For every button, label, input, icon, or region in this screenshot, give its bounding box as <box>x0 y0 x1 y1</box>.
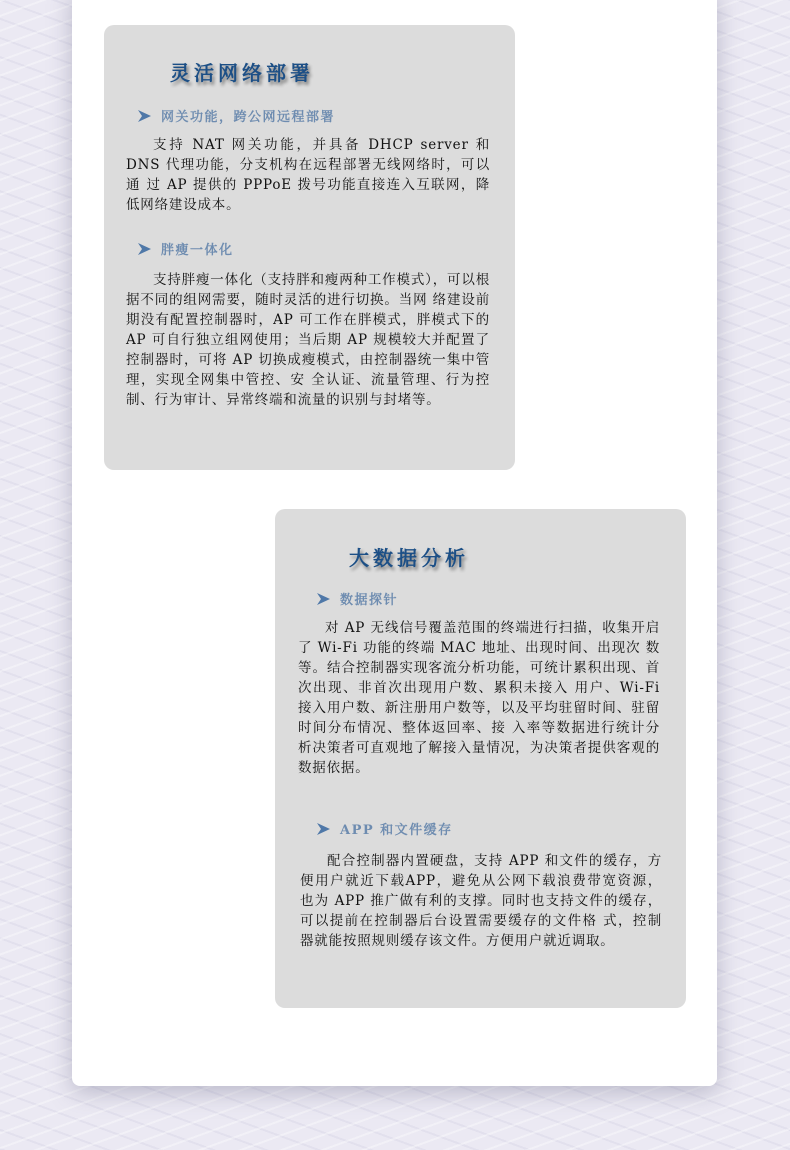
subheading-text: APP 和文件缓存 <box>340 823 453 838</box>
section-title: 灵活网络部署 <box>170 61 314 85</box>
subheading-text: 胖瘦一体化 <box>161 243 234 258</box>
arrow-bullet-icon <box>138 110 151 122</box>
paragraph-app-cache: 配合控制器内置硬盘，支持 APP 和文件的缓存，方便用户就近下载APP，避免从公网下载浪费带宽资源， 也为 APP 推广做有利的支撑。同时也支持文件的缓存，可以提前在控制器后台设置需要缓存的文件格 式，控制器就能按照规则缓存该文件。方便用户就近调取。 <box>300 853 662 949</box>
subheading-data-probe <box>317 589 398 608</box>
subheading-fat-thin <box>138 239 234 258</box>
section-panel-big-data <box>275 509 686 1008</box>
section-title: 大数据分析 <box>349 546 469 570</box>
section-panel-flexible-deployment <box>104 25 515 470</box>
paragraph-gateway: 支持 NAT 网关功能，并具备 DHCP server 和 DNS 代理功能，分支机构在远程部署无线网络时，可以通 过 AP 提供的 PPPoE 拨号功能直接连入互联网，降低网络建设成本。 <box>126 137 490 213</box>
arrow-bullet-icon <box>317 823 330 835</box>
arrow-bullet-icon <box>317 593 330 605</box>
paragraph-fat-thin: 支持胖瘦一体化（支持胖和瘦两种工作模式），可以根据不同的组网需要，随时灵活的进行切换。当网 络建设前期没有配置控制器时，AP 可工作在胖模式，胖模式下的 AP 可自行独立组网使用；当后期 AP 规模较大并配置了控制器时，可将 AP 切换成瘦模式，由控制器统一集中管理，实现全网集中管控、安 全认证、流量管理、行为控制、行为审计、异常终端和流量的识别与封堵等。 <box>126 272 490 408</box>
subheading-text: 网关功能，跨公网远程部署 <box>161 110 336 125</box>
subheading-text: 数据探针 <box>340 593 399 608</box>
paragraph-data-probe: 对 AP 无线信号覆盖范围的终端进行扫描，收集开启了 Wi-Fi 功能的终端 MAC 地址、出现时间、出现次 数等。结合控制器实现客流分析功能，可统计累积出现、首次出现、非首次出现用户数、累积未接入 用户、Wi-Fi 接入用户数、新注册用户数等，以及平均驻留时间、驻留时间分布情况、整体返回率、接 入率等数据进行统计分析决策者可直观地了解接入量情况，为决策者提供客观的数据依据。 <box>298 620 660 776</box>
subheading-gateway <box>138 106 335 125</box>
subheading-app-cache <box>317 819 453 838</box>
arrow-bullet-icon <box>138 243 151 255</box>
